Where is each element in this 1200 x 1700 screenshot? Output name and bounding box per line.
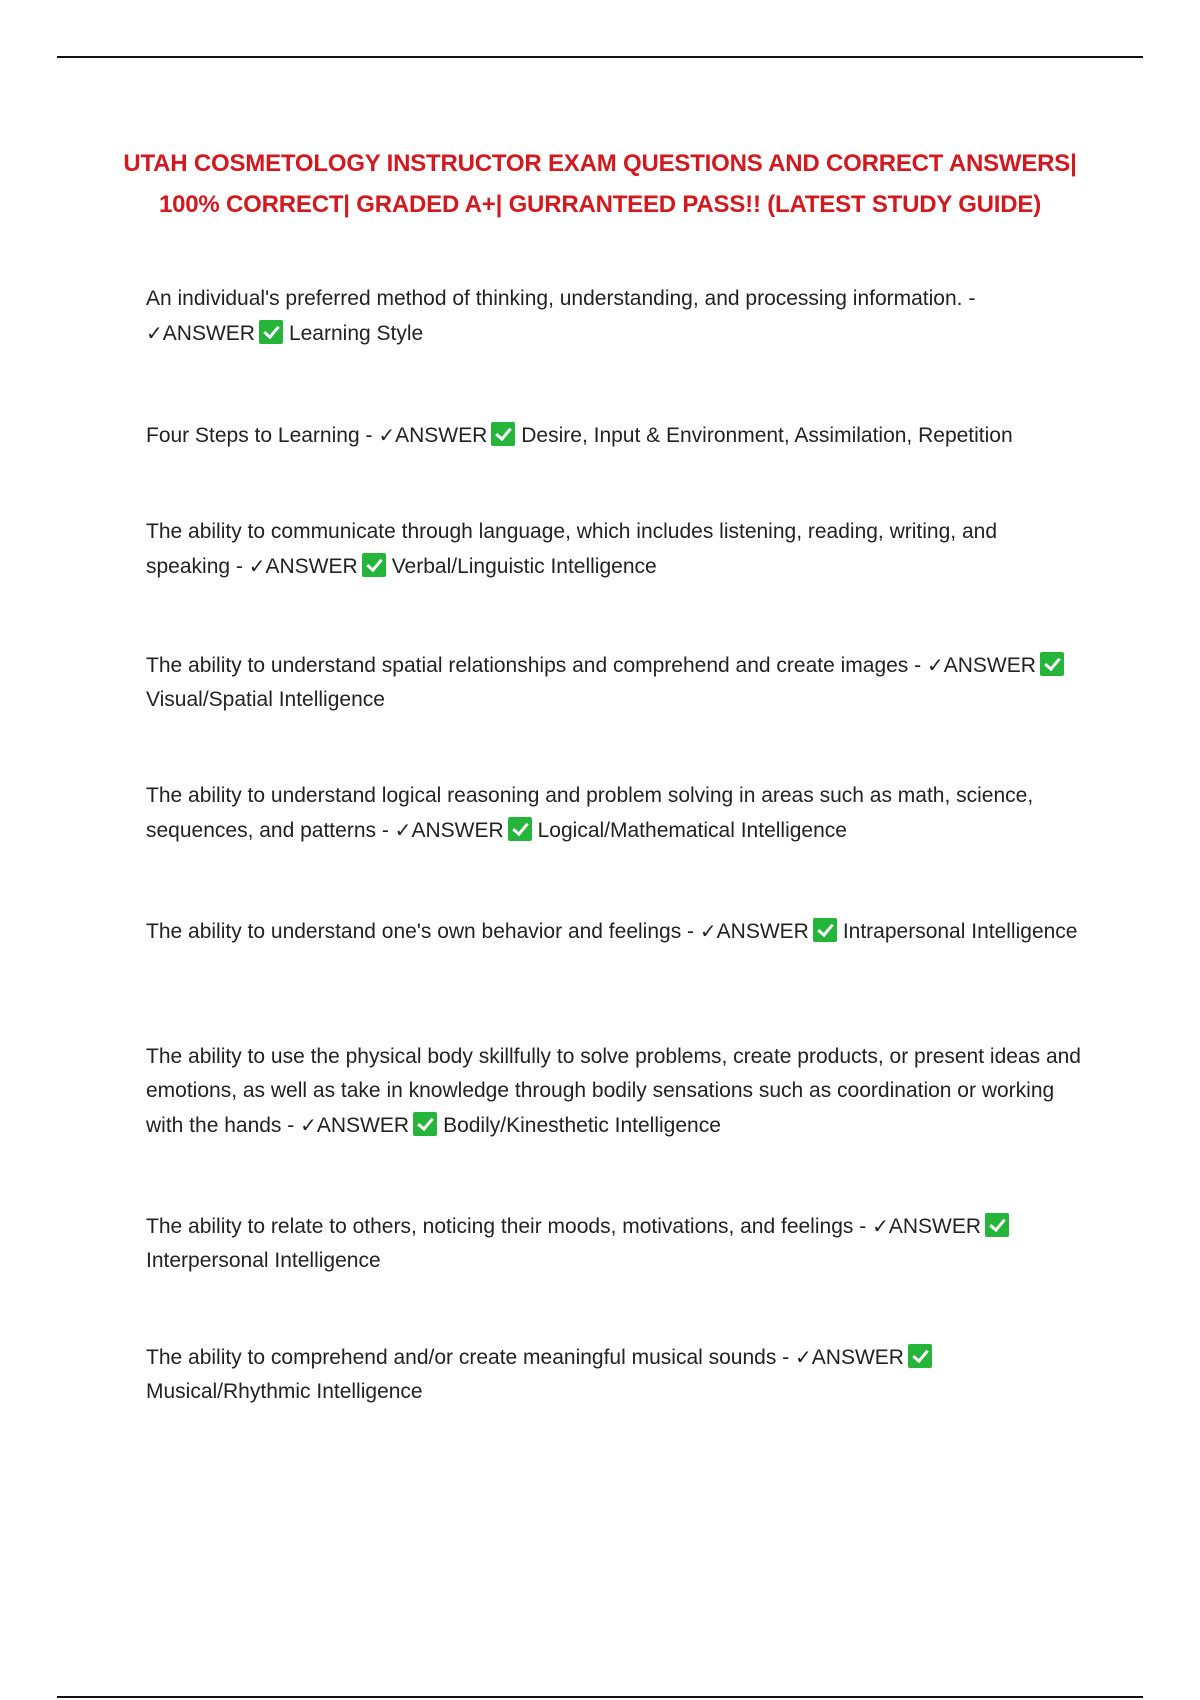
answer-label: ANSWER (943, 654, 1036, 677)
qa-item (146, 914, 1086, 949)
answer-label: ANSWER (716, 920, 809, 943)
answer-text: Intrapersonal Intelligence (842, 920, 1078, 943)
separator: - (908, 654, 927, 677)
separator: - (962, 287, 976, 310)
question-text: The ability to relate to others, noticing their moods, motivations, and feelings (146, 1215, 854, 1238)
answer-text: Interpersonal Intelligence (146, 1249, 381, 1272)
answer-marker (249, 555, 392, 578)
answer-label: ANSWER (395, 424, 488, 447)
green-checkbox-icon (259, 320, 283, 344)
question-text: An individual's preferred method of thinking, understanding, and processing information. (146, 287, 963, 310)
question-text: The ability to use the physical body skillfully to solve problems, create products, or present ideas and emotions, as well as take in knowledge through bodily sensations such as coordination or working with the hands (146, 1045, 1081, 1137)
green-checkbox-icon (491, 422, 515, 446)
bottom-rule (57, 1696, 1143, 1698)
document-title (100, 143, 1100, 225)
answer-marker (300, 1114, 443, 1137)
separator: - (853, 1215, 873, 1238)
answer-marker (927, 654, 1070, 677)
answer-text: Musical/Rhythmic Intelligence (146, 1380, 423, 1403)
green-checkbox-icon (413, 1112, 437, 1136)
check-mark-icon: ✓ (378, 423, 396, 447)
qa-item (146, 418, 1086, 453)
green-checkbox-icon (362, 553, 386, 577)
answer-text: Verbal/Linguistic Intelligence (391, 555, 657, 578)
question-text: The ability to understand logical reasoning and problem solving in areas such as math, science, sequences, and patterns (146, 784, 1034, 842)
green-checkbox-icon (985, 1213, 1009, 1237)
answer-label: ANSWER (411, 819, 504, 842)
separator: - (281, 1114, 301, 1137)
qa-item (146, 1209, 1086, 1278)
answer-label: ANSWER (888, 1215, 982, 1238)
answer-marker (146, 322, 289, 345)
answer-text: Learning Style (288, 322, 424, 345)
answer-marker (795, 1346, 938, 1369)
answer-text: Desire, Input & Environment, Assimilation, Repetition (521, 424, 1013, 447)
check-mark-icon: ✓ (872, 1214, 889, 1238)
green-checkbox-icon (1040, 652, 1064, 676)
question-text: The ability to understand one's own behavior and feelings (146, 920, 682, 943)
top-rule (57, 56, 1143, 58)
qa-item (146, 779, 1086, 848)
separator: - (359, 424, 379, 447)
check-mark-icon: ✓ (394, 818, 412, 842)
qa-item (146, 515, 1086, 584)
green-checkbox-icon (508, 817, 532, 841)
answer-label: ANSWER (265, 555, 358, 578)
answer-label: ANSWER (316, 1114, 410, 1137)
answer-marker (872, 1215, 1015, 1238)
question-text: The ability to comprehend and/or create meaningful musical sounds (146, 1346, 777, 1369)
answer-label: ANSWER (162, 322, 255, 345)
green-checkbox-icon (813, 918, 837, 942)
title-line-1: UTAH COSMETOLOGY INSTRUCTOR EXAM QUESTIONS AND CORRECT ANSWERS| (123, 150, 1077, 177)
check-mark-icon: ✓ (926, 653, 944, 677)
qa-item (146, 1040, 1086, 1143)
question-text: The ability to understand spatial relationships and comprehend and create images (146, 654, 909, 677)
question-text: The ability to communicate through language, which includes listening, reading, writing, and speaking (146, 520, 997, 578)
question-text: Four Steps to Learning (146, 424, 360, 447)
answer-text: Logical/Mathematical Intelligence (537, 819, 847, 842)
green-checkbox-icon (908, 1344, 932, 1368)
answer-marker (700, 920, 843, 943)
answer-marker (395, 819, 538, 842)
separator: - (776, 1346, 796, 1369)
answer-text: Visual/Spatial Intelligence (146, 688, 385, 711)
check-mark-icon: ✓ (248, 554, 266, 578)
qa-item (146, 1340, 1086, 1409)
answer-label: ANSWER (811, 1346, 904, 1369)
separator: - (230, 555, 249, 578)
title-line-2: 100% CORRECT| GRADED A+| GURRANTEED PASS!! (LATEST STUDY GUIDE) (158, 191, 1042, 218)
separator: - (376, 819, 395, 842)
answer-text: Bodily/Kinesthetic Intelligence (443, 1114, 721, 1137)
qa-item (146, 282, 1086, 351)
check-mark-icon: ✓ (146, 321, 163, 345)
check-mark-icon: ✓ (699, 919, 717, 943)
check-mark-icon: ✓ (300, 1113, 317, 1137)
qa-item (146, 648, 1086, 717)
separator: - (681, 920, 700, 943)
check-mark-icon: ✓ (795, 1345, 812, 1369)
answer-marker (378, 424, 521, 447)
